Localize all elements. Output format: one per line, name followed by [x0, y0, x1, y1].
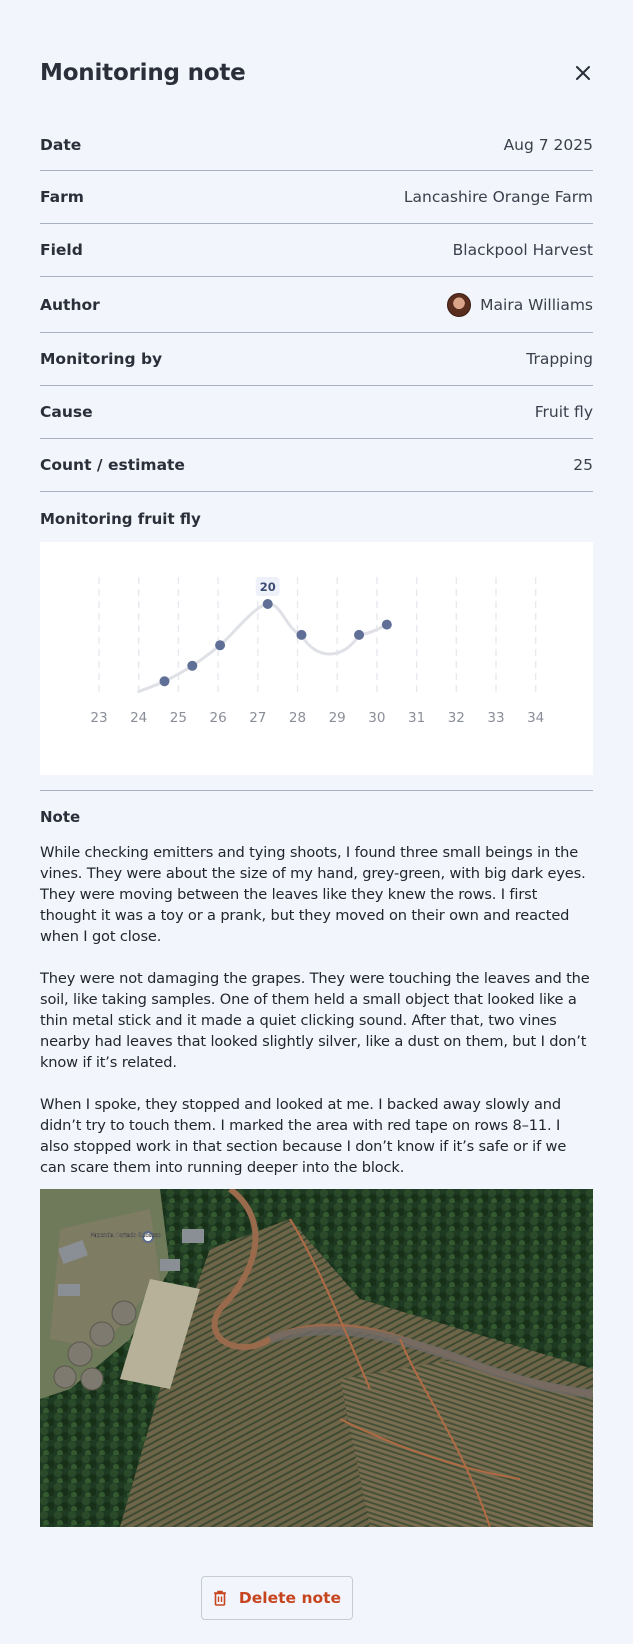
- map-place-label: Fazenda Cortado Sucesso: [90, 1233, 162, 1239]
- chart-point[interactable]: [354, 630, 364, 640]
- detail-label: Count / estimate: [40, 456, 185, 474]
- detail-label: Date: [40, 136, 82, 154]
- x-tick-label: 29: [328, 710, 346, 726]
- note-paragraph: When I spoke, they stopped and looked at me. I backed away slowly and didn’t try to touch them. I marked the area with red tape on rows 8–11. I also stopped work in that section because I don’t know if it’s safe or if we can scare them into running deeper into the block.: [40, 1096, 567, 1176]
- chart-point[interactable]: [296, 630, 306, 640]
- chart-data-label: 20: [259, 580, 276, 594]
- close-button[interactable]: [569, 59, 597, 87]
- panel-header: [40, 55, 593, 91]
- x-tick-label: 28: [288, 710, 307, 726]
- details-list: [40, 120, 593, 492]
- detail-label: Field: [40, 241, 83, 259]
- author-value: [447, 293, 593, 317]
- x-tick-label: 34: [527, 710, 545, 726]
- x-tick-label: 32: [447, 710, 465, 726]
- chart-point[interactable]: [215, 640, 225, 650]
- detail-value: Trapping: [526, 350, 593, 368]
- chart-series-line: [139, 604, 387, 692]
- detail-value: Lancashire Orange Farm: [403, 188, 593, 206]
- chart-svg: [40, 542, 593, 775]
- satellite-image: [40, 1189, 593, 1527]
- detail-value: Aug 7 2025: [503, 136, 593, 154]
- detail-label: Farm: [40, 188, 84, 206]
- detail-row-count: [40, 439, 593, 492]
- close-icon: [576, 66, 590, 80]
- detail-row-cause: [40, 386, 593, 439]
- author-name: Maira Williams: [480, 295, 593, 314]
- delete-note-button[interactable]: [201, 1576, 353, 1620]
- monitoring-chart: [40, 542, 593, 775]
- detail-value: 25: [573, 456, 593, 474]
- page-title: Monitoring note: [40, 60, 246, 86]
- x-tick-label: 25: [169, 710, 187, 726]
- trash-icon: [213, 1590, 227, 1606]
- note-text: [40, 842, 593, 1178]
- detail-label: Cause: [40, 403, 93, 421]
- delete-note-label: Delete note: [238, 1589, 342, 1607]
- x-tick-label: 26: [209, 710, 227, 726]
- detail-row-author: [40, 277, 593, 333]
- chart-point[interactable]: [382, 620, 392, 630]
- x-tick-label: 30: [368, 710, 386, 726]
- satellite-photo[interactable]: [40, 1189, 593, 1527]
- detail-value: Blackpool Harvest: [452, 241, 593, 259]
- detail-label: Monitoring by: [40, 350, 163, 368]
- x-tick-label: 33: [487, 710, 505, 726]
- detail-row-monitoring-by: [40, 333, 593, 386]
- chart-point[interactable]: [263, 599, 273, 609]
- detail-row-farm: [40, 171, 593, 224]
- detail-row-date: [40, 120, 593, 171]
- note-label: Note: [40, 808, 81, 826]
- note-paragraph: They were not damaging the grapes. They were touching the leaves and the soil, like taking samples. One of them held a small object that looked like a thin metal stick and it made a quiet clicking sound. After that, two vines nearby had leaves that looked slightly silver, like a dust on them, but I don’t know if it’s related.: [40, 970, 590, 1071]
- detail-value: Fruit fly: [534, 403, 593, 421]
- chart-point[interactable]: [160, 676, 170, 686]
- detail-label: Author: [40, 295, 100, 314]
- x-tick-label: 23: [90, 710, 108, 726]
- note-paragraph: While checking emitters and tying shoots, I found three small beings in the vines. They were about the size of my hand, grey-green, with big dark eyes. They were moving between the leaves like they knew the rows. I first thought it was a toy or a prank, but they moved on their own and reacted when I got close.: [40, 844, 586, 945]
- x-tick-label: 27: [249, 710, 267, 726]
- x-tick-label: 24: [130, 710, 148, 726]
- detail-row-field: [40, 224, 593, 277]
- avatar: [447, 293, 471, 317]
- chart-point[interactable]: [187, 661, 197, 671]
- section-divider: [40, 790, 593, 791]
- x-tick-label: 31: [408, 710, 426, 726]
- chart-title: Monitoring fruit fly: [40, 510, 201, 528]
